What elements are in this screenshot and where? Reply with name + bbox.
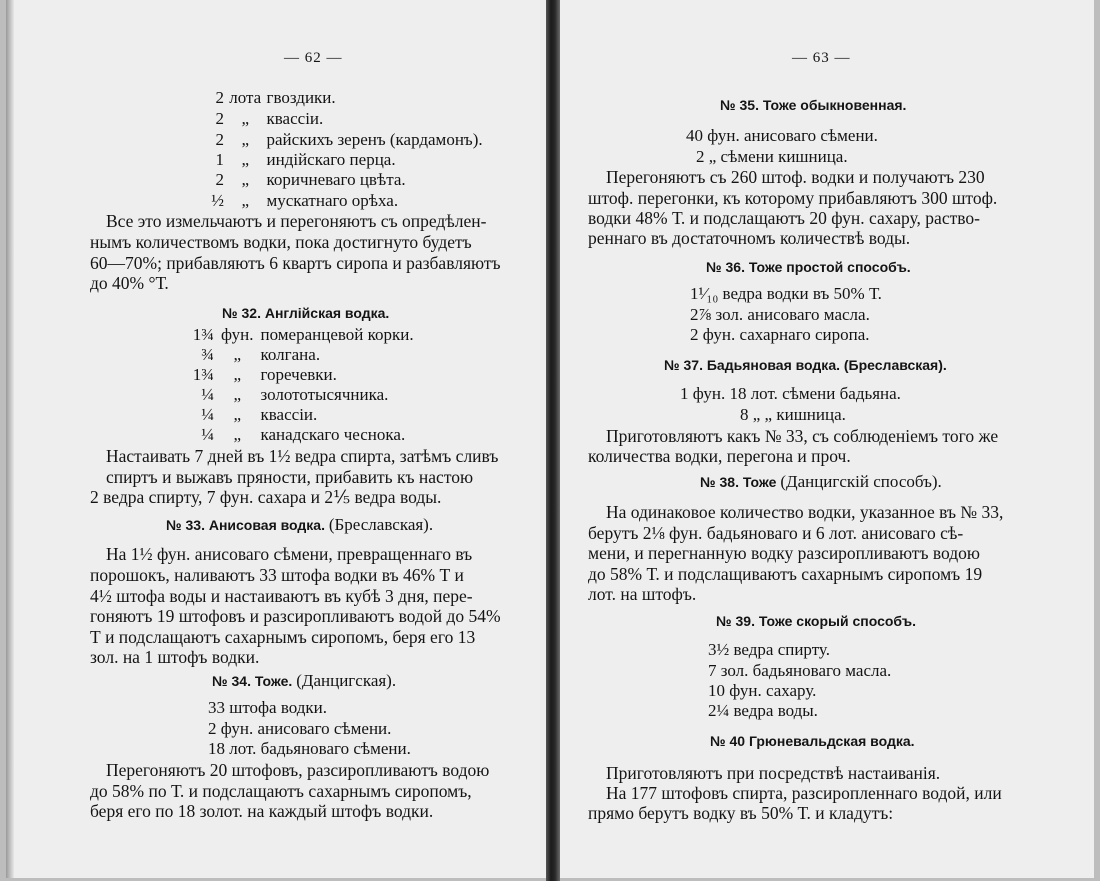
body-text-line: до 58% по Т. и подслащаютъ сахарнымъ сиропомъ,: [90, 781, 472, 801]
recipe-heading: № 40 Грюневальдская водка.: [710, 733, 915, 749]
page-number: — 63 —: [792, 50, 851, 66]
recipe-heading: № 39. Тоже скорый способъ.: [716, 613, 916, 629]
ingredient-line: 2 „ квассіи.: [215, 109, 324, 128]
left-page: [6, 0, 546, 878]
body-text-line: На одинаковое количество водки, указанное въ № 33,: [606, 502, 1004, 522]
ingredient-line: 8 „ „ кишница.: [740, 405, 846, 424]
ingredient-line: 1 „ индійскаго перца.: [215, 150, 396, 169]
ingredient-line: 1¾ фун. померанцевой корки.: [192, 325, 414, 344]
ingredient-line: 2 „ сѣмени кишница.: [696, 147, 848, 166]
body-text-line: Т и подслащаютъ сахарнымъ сиропомъ, беря его 13: [90, 627, 476, 647]
body-text-line: порошокъ, наливаютъ 33 штофа водки въ 46% Т и: [90, 565, 464, 585]
body-text-line: Приготовляютъ при посредствѣ настаиванія.: [606, 763, 941, 783]
recipe-heading: № 34. Тоже. (Данцигская).: [212, 671, 397, 690]
recipe-heading: № 36. Тоже простой способъ.: [706, 259, 911, 275]
body-text-line: лот. на штофъ.: [588, 584, 697, 604]
body-text-line: спиртъ и выжавъ пряности, прибавить къ настою: [106, 467, 474, 487]
ingredient-line: 2 „ райскихъ зеренъ (кардамонъ).: [215, 130, 483, 149]
body-text-line: Все это измельчаютъ и перегоняютъ съ опредѣлен-: [106, 211, 487, 231]
body-text-line: мени, и перегнанную водку разсиропливаютъ водою: [588, 543, 980, 563]
ingredient-line: 2 фун. сахарнаго сиропа.: [690, 325, 870, 344]
body-text-line: прямо берутъ водку въ 50% Т. и кладутъ:: [588, 803, 894, 823]
body-text-line: беря его по 18 золот. на каждый штофъ водки.: [90, 801, 434, 821]
body-text-line: Перегоняютъ 20 штофовъ, разсиропливаютъ водою: [106, 760, 490, 780]
recipe-heading: № 35. Тоже обыкновенная.: [720, 97, 907, 113]
recipe-heading: № 33. Анисовая водка. (Бреславская).: [166, 515, 434, 534]
book-gutter: [546, 0, 560, 881]
body-text-line: до 40% °Т.: [90, 273, 169, 293]
ingredient-line: 18 лот. бадьяноваго сѣмени.: [208, 739, 411, 758]
recipe-heading: № 38. Тоже (Данцигскій способъ).: [700, 472, 942, 491]
body-text-line: гоняютъ 19 штофовъ и разсиропливаютъ водой до 54%: [90, 606, 501, 626]
recipe-heading: № 37. Бадьяновая водка. (Бреславская).: [664, 357, 947, 373]
book-spread: [6, 0, 1094, 881]
ingredient-line: ¼ „ канадскаго чеснока.: [201, 425, 406, 444]
body-text-line: 2 ведра спирту, 7 фун. сахара и 2⅕ ведра воды.: [90, 487, 442, 507]
ingredient-line: 10 фун. сахару.: [708, 681, 817, 700]
body-text-line: зол. на 1 штофъ водки.: [90, 647, 260, 667]
ingredient-line: 3½ ведра спирту.: [708, 640, 830, 659]
ingredient-line: 33 штофа водки.: [208, 698, 328, 717]
body-text-line: нымъ количествомъ водки, пока достигнуто будетъ: [90, 232, 472, 252]
body-text-line: количества водки, перегона и проч.: [588, 446, 851, 466]
ingredient-line: ¼ „ золототысячника.: [201, 385, 389, 404]
ingredient-line: 1 фун. 18 лот. сѣмени бадьяна.: [680, 384, 901, 403]
ingredient-line: ¼ „ квассіи.: [201, 405, 318, 424]
recipe-heading: № 32. Англійская водка.: [222, 305, 390, 321]
ingredient-line: 2¼ ведра воды.: [708, 701, 818, 720]
body-text-line: берутъ 2⅛ фун. бадьяноваго и 6 лот. анисоваго сѣ-: [588, 523, 964, 543]
ingredient-line: 7 зол. бадьяноваго масла.: [708, 661, 892, 680]
body-text-line: штоф. перегонки, къ которому прибавляютъ 300 штоф.: [588, 188, 998, 208]
ingredient-line: 40 фун. анисоваго сѣмени.: [686, 126, 878, 145]
ingredient-line: 2⅞ зол. анисоваго масла.: [690, 305, 870, 324]
ingredient-line: 1¾ „ горечевки.: [192, 365, 337, 384]
body-text-line: Приготовляютъ какъ № 33, съ соблюденіемъ того же: [606, 426, 999, 446]
body-text-line: Настаивать 7 дней въ 1½ ведра спирта, затѣмъ сливъ: [106, 446, 499, 466]
body-text-line: 60—70%; прибавляютъ 6 квартъ сиропа и разбавляютъ: [90, 253, 501, 273]
body-text-line: реннаго въ достаточномъ количествѣ воды.: [588, 228, 911, 248]
body-text-line: 4½ штофа воды и настаиваютъ въ кубѣ 3 дня, пере-: [90, 586, 473, 606]
body-text-line: На 1½ фун. анисоваго сѣмени, превращеннаго въ: [106, 544, 473, 564]
body-text-line: На 177 штофовъ спирта, разсиропленнаго водой, или: [606, 783, 1002, 803]
ingredient-line: 2 фун. анисоваго сѣмени.: [208, 719, 392, 738]
ingredient-line: ½ „ мускатнаго орѣха.: [211, 191, 399, 210]
ingredient-line: 2 лота гвоздики.: [215, 88, 336, 107]
body-text-line: до 58% Т. и подслащиваютъ сахарнымъ сиропомъ 19: [588, 564, 983, 584]
body-text-line: Перегоняютъ съ 260 штоф. водки и получаютъ 230: [606, 167, 985, 187]
ingredient-line: 2 „ коричневаго цвѣта.: [215, 170, 406, 189]
page-number: — 62 —: [284, 50, 343, 66]
ingredient-line: ¾ „ колгана.: [201, 345, 321, 364]
page-edge: [6, 0, 14, 878]
ingredient-line: 1¹⁄₁₀ ведра водки въ 50% Т.: [690, 284, 882, 303]
body-text-line: водки 48% Т. и подслащаютъ 20 фун. сахару, раство-: [588, 208, 980, 228]
right-page: [560, 0, 1094, 878]
